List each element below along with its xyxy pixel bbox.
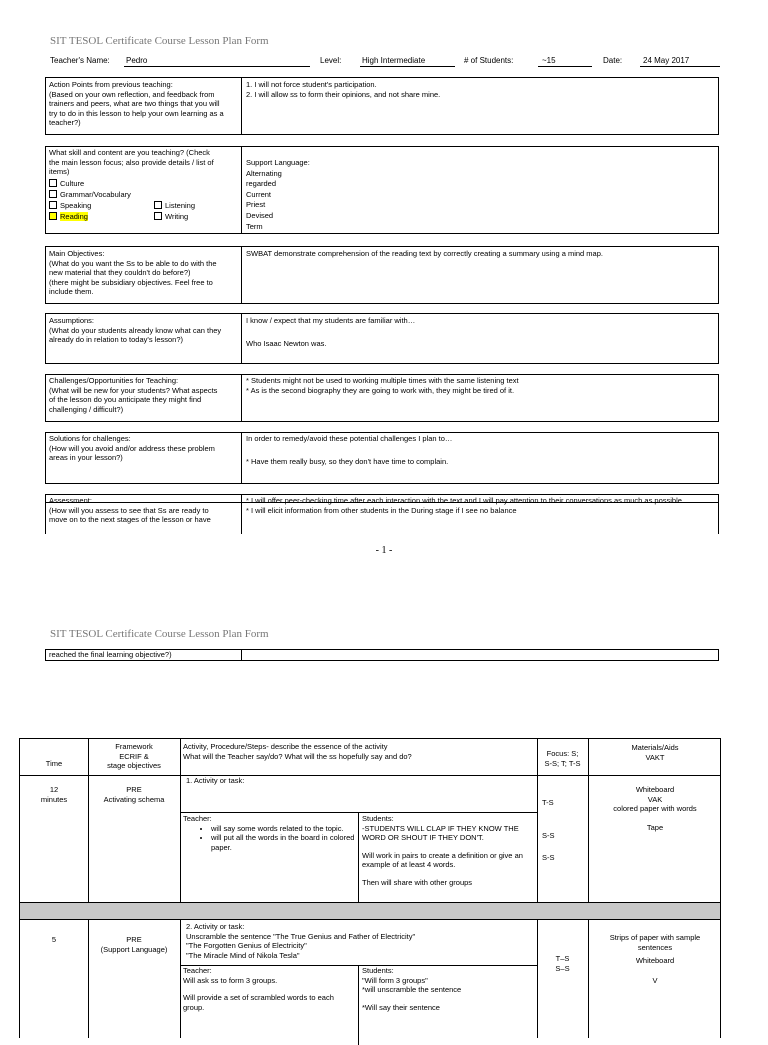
challenges-question: Challenges/Opportunities for Teaching: (What will be new for your students? What aspects of the lesson do you anticipate they might find challenging / difficult?) [49,376,218,414]
row1-focus-1: T-S [542,798,554,807]
skill-content-box [45,146,719,234]
header-time: Time [45,759,63,768]
assessment-box [45,494,719,534]
checkbox-listening[interactable]: Listening [154,201,195,211]
assumptions-answer: Who Isaac Newton was. [246,339,327,348]
assumptions-answer-intro: I know / expect that my students are familiar with… [246,316,416,325]
date-underline [640,66,720,67]
assessment-question: Assessment: (How will you assess to see that Ss are ready to move on to the next stages of the lesson or have [49,496,211,524]
objectives-question: Main Objectives: (What do you want the Ss to be able to do with the new material that they couldn't do before?) (there might be subsidiary objectives. Feel free to include them. [49,249,217,296]
date-value: 24 May 2017 [643,56,690,65]
students-underline [538,66,592,67]
solutions-answer: * Have them really busy, so they don't have time to complain. [246,457,449,466]
support-language-list: Support Language: Alternating regarded Current Priest Devised Term [246,158,310,231]
skill-question: What skill and content are you teaching? (Check the main lesson focus; also provide details / list of items) [49,148,214,176]
checkbox-icon [154,201,162,209]
solutions-answer-intro: In order to remedy/avoid these potential challenges I plan to… [246,434,453,443]
checkbox-culture[interactable]: Culture [49,179,84,189]
header-focus: Focus: S; S-S; T; T-S [544,749,581,768]
form-title-page-2: SIT TESOL Certificate Course Lesson Plan Form [50,628,269,640]
row2-activity: 2. Activity or task: Unscramble the sentence "The True Genius and Father of Electricity" "The Forgotten Genius of Electricity" "The Miracle Mind of Nikola Tesla" [186,922,416,960]
row1-focus-3: S-S [542,853,555,862]
separator-row [20,903,720,919]
header-framework: Framework ECRIF & stage objectives [107,742,161,770]
assumptions-question: Assumptions: (What do your students already know what can they already do in relation to today's lesson?) [49,316,222,344]
checkbox-grammar-vocabulary[interactable]: Grammar/Vocabulary [49,190,131,200]
checkbox-writing[interactable]: Writing [154,212,188,222]
form-title: SIT TESOL Certificate Course Lesson Plan Form [50,35,269,47]
row2-students: Students: "Will form 3 groups" *will unscramble the sentence *Will say their sentence [362,966,462,1012]
assessment-continued-text: reached the final learning objective?) [49,650,172,659]
checkbox-icon [49,201,57,209]
row1-students: Students: -STUDENTS WILL CLAP IF THEY KNOW THE WORD OR SHOUT IF THEY DON'T. Will work in pairs to create a definition or give an example of at least 4 words. Then will share with other groups [362,814,523,887]
date-label: Date: [603,56,623,65]
assumptions-box [45,313,719,364]
row1-activity-title: 1. Activity or task: [186,776,245,785]
row1-framework: PRE Activating schema [103,785,165,804]
checkbox-icon [49,212,57,220]
row2-materials: Strips of paper with sample sentences Whiteboard V [609,933,701,985]
solutions-question: Solutions for challenges: (How will you avoid and/or address these problem areas in your lesson?) [49,434,215,462]
checkbox-icon [49,179,57,187]
row1-time: 12 minutes [40,785,68,804]
checkbox-speaking[interactable]: Speaking [49,201,91,211]
action-points-answer: 1. I will not force student's participation. 2. I will allow ss to form their opinions, and not share mine. [246,80,441,99]
assessment-continued-box [45,649,719,661]
students-label: # of Students: [464,56,514,65]
checkbox-icon [49,190,57,198]
row2-teacher: Teacher: Will ask ss to form 3 groups. Will provide a set of scrambled words to each group. [183,966,334,1012]
students-value: ~15 [542,56,556,65]
row1-focus-2: S-S [542,831,555,840]
procedure-table [19,738,721,1038]
header-materials: Materials/Aids VAKT [631,743,679,762]
action-points-box [45,77,719,135]
row1-materials: Whiteboard VAK colored paper with words Tape [613,785,697,832]
action-points-question: Action Points from previous teaching: (Based on your own reflection, and feedback from trainers and peers, what are two things that you will try to do in this lesson to help your own learning as a teacher?) [49,80,224,127]
checkbox-icon [154,212,162,220]
challenges-answer: * Students might not be used to working multiple times with the same listening text * As is the second biography they are going to work with, they might be tired of it. [246,376,519,395]
level-label: Level: [320,56,342,65]
teacher-name-value: Pedro [126,56,148,65]
page-number: - 1 - [375,545,393,556]
teacher-name-underline [124,66,310,67]
row1-teacher: Teacher: • will say some words related to the topic. • will put all the words in the board in colored paper. [183,814,355,852]
challenges-box [45,374,719,422]
solutions-box [45,432,719,484]
assessment-answer: * I will offer peer-checking time after each interaction with the text and I will pay attention to their conversations as much as possible * I will elicit information from other students in the During stage if I see no balance [246,496,682,515]
teacher-name-label: Teacher's Name: [50,56,110,65]
row2-focus: T–S S–S [555,954,570,973]
row2-framework: PRE (Support Language) [100,935,168,954]
level-underline [360,66,455,67]
main-objectives-box [45,246,719,304]
level-value: High Intermediate [362,56,426,65]
row2-time: 5 [51,935,57,944]
header-activity: Activity, Procedure/Steps- describe the essence of the activity What will the Teacher say/do? What will the ss hopefully say and do? [183,742,412,761]
checkbox-reading[interactable]: Reading [49,212,88,222]
objectives-answer: SWBAT demonstrate comprehension of the reading text by correctly creating a summary using a mind map. [246,249,603,258]
